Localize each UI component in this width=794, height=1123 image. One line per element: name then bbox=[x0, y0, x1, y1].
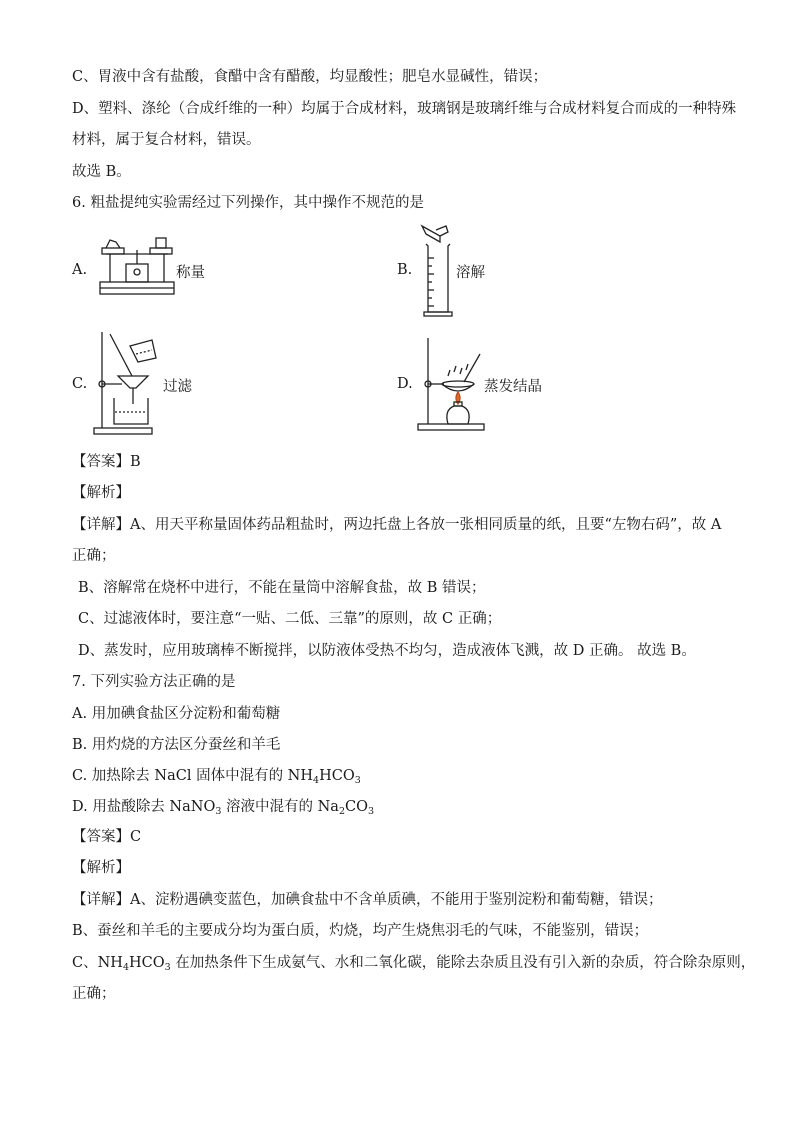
option-letter: C. bbox=[72, 376, 88, 392]
subscript: 4 bbox=[122, 962, 129, 973]
analysis-heading-6: 【解析】 bbox=[72, 485, 130, 501]
evaporation-figure bbox=[414, 334, 490, 432]
text-line: B、溶解常在烧杯中进行，不能在量筒中溶解食盐，故 B 错误； bbox=[78, 580, 486, 596]
option-label: 称量 bbox=[176, 265, 205, 281]
text-line: 正确； bbox=[72, 986, 116, 1002]
text-line: 故选 B。 bbox=[72, 164, 131, 180]
text-run: CO bbox=[345, 799, 368, 815]
question-7: 7. 下列实验方法正确的是 bbox=[72, 674, 236, 690]
text-line: 【详解】A、用天平称量固体药品粗盐时，两边托盘上各放一张相同质量的纸，且要“左物右码”，故 A bbox=[72, 517, 722, 533]
option-label: 蒸发结晶 bbox=[484, 379, 542, 395]
text-line: C、过滤液体时，要注意“一贴、二低、三靠”的原则，故 C 正确； bbox=[78, 611, 502, 627]
text-line bbox=[72, 953, 755, 973]
text-run: C. 加热除去 NaCl 固体中混有的 NH bbox=[72, 768, 314, 784]
text-line: 材料，属于复合材料，错误。 bbox=[72, 132, 261, 148]
text-line: D、蒸发时，应用玻璃棒不断搅拌，以防液体受热不均匀，造成液体飞溅，故 D 正确。 故选 B。 bbox=[78, 643, 696, 659]
option-7b: B. 用灼烧的方法区分蚕丝和羊毛 bbox=[72, 737, 281, 753]
text-line: B、蚕丝和羊毛的主要成分均为蛋白质，灼烧，均产生烧焦羽毛的气味，不能鉴别，错误； bbox=[72, 923, 649, 939]
text-run: C、NH bbox=[72, 955, 123, 971]
text-run: 溶液中混有的 Na bbox=[221, 799, 339, 815]
option-label: 过滤 bbox=[163, 379, 192, 395]
subscript: 3 bbox=[164, 962, 171, 973]
balance-figure bbox=[96, 236, 178, 298]
option-7a: A. 用加碘食盐区分淀粉和葡萄糖 bbox=[72, 706, 281, 722]
analysis-heading-7: 【解析】 bbox=[72, 860, 130, 876]
text-line: C、胃液中含有盐酸，食醋中含有醋酸，均显酸性；肥皂水显碱性，错误； bbox=[72, 69, 548, 85]
subscript: 3 bbox=[215, 806, 222, 817]
answer-7: 【答案】C bbox=[72, 829, 142, 845]
text-line: 【详解】A、淀粉遇碘变蓝色，加碘食盐中不含单质碘，不能用于鉴别淀粉和葡萄糖，错误； bbox=[72, 892, 663, 908]
cylinder-figure bbox=[418, 222, 458, 318]
text-run: D. 用盐酸除去 NaNO bbox=[72, 799, 216, 815]
subscript: 4 bbox=[313, 775, 320, 786]
answer-6: 【答案】B bbox=[72, 454, 141, 470]
text-run: 在加热条件下生成氨气、水和二氧化碳，能除去杂质且没有引入新的杂质，符合除杂原则， bbox=[170, 955, 756, 971]
text-line: D、塑料、涤纶（合成纤维的一种）均属于合成材料，玻璃钢是玻璃纤维与合成材料复合而成的一种特殊 bbox=[72, 101, 737, 117]
option-letter: B. bbox=[397, 262, 413, 278]
option-label: 溶解 bbox=[456, 265, 485, 281]
option-7d bbox=[72, 797, 374, 817]
text-run: HCO bbox=[319, 768, 355, 784]
text-run: HCO bbox=[128, 955, 165, 971]
subscript: 2 bbox=[338, 806, 345, 817]
option-letter: A. bbox=[72, 262, 88, 278]
subscript: 3 bbox=[367, 806, 375, 817]
question-6: 6. 粗盐提纯实验需经过下列操作，其中操作不规范的是 bbox=[72, 195, 424, 211]
option-7c bbox=[72, 766, 361, 786]
subscript: 3 bbox=[354, 775, 361, 786]
filtration-figure bbox=[92, 328, 168, 436]
option-letter: D. bbox=[397, 376, 413, 392]
text-line: 正确； bbox=[72, 548, 116, 564]
